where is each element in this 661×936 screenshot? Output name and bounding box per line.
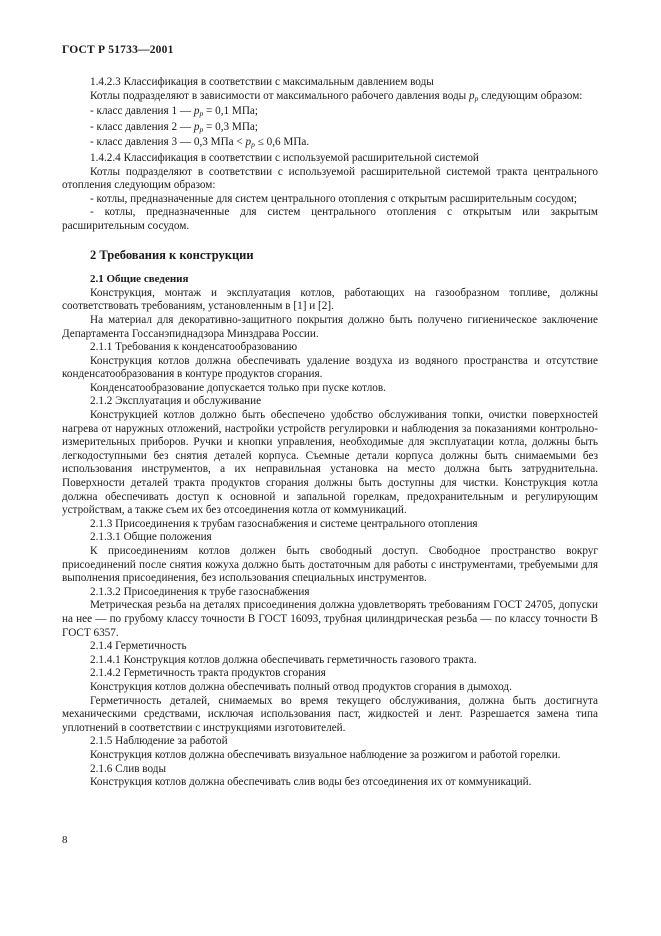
paragraph: Конструкция котлов должна обеспечивать визуальное наблюдение за розжигом и работой горелки. [90, 748, 561, 761]
symbol-p: p [193, 120, 200, 133]
symbol-subscript: р [199, 124, 204, 134]
text-segment: Котлы подразделяют в зависимости от максимального рабочего давления воды [90, 89, 469, 102]
section-2-1-heading: 2.1 Общие сведения [90, 273, 189, 286]
paragraph: На материал для декоративно-защитного покрытия должно быть получено гигиеническое заключение Департамента Госсанэпиднадзора Минздрава России. [62, 313, 598, 340]
clause-2-1-3-1-title: 2.1.3.1 Общие положения [90, 531, 212, 544]
pressure-class-3 [90, 136, 598, 152]
paragraph: Конструкция котлов должна обеспечивать удаление воздуха из водяного пространства и отсутствие конденсатообразования в контуре продуктов сгорания. [62, 354, 598, 381]
clause-2-1-4-2-title: 2.1.4.2 Герметичность тракта продуктов сгорания [90, 667, 326, 680]
clause-2-1-6-title: 2.1.6 Слив воды [90, 762, 166, 775]
paragraph: Конструкция котлов должна обеспечивать полный отвод продуктов сгорания в дымоход. [90, 680, 512, 693]
document-header: ГОСТ Р 51733—2001 [62, 44, 174, 56]
clause-1-4-2-4-title: 1.4.2.4 Классификация в соответствии с используемой расширительной системой [90, 151, 479, 164]
clause-2-1-4-1: 2.1.4.1 Конструкция котлов должна обеспечивать герметичность газового тракта. [90, 653, 477, 666]
symbol-subscript: р [251, 140, 255, 150]
clause-2-1-3-title: 2.1.3 Присоединения к трубам газоснабжения и системе центрального отопления [90, 517, 478, 530]
clause-2-1-1-title: 2.1.1 Требования к конденсатообразованию [90, 341, 298, 354]
pressure-classification-intro [62, 90, 598, 106]
paragraph: Герметичность деталей, снимаемых во время текущего обслуживания, должна быть достигнута механическими средствами, исключая использования паст, жидкостей и лент. Разрешается замена типа уплотнений в соответствии с инструкциями изготовителей. [62, 694, 598, 734]
clause-2-1-5-title: 2.1.5 Наблюдение за работой [90, 735, 228, 748]
clause-2-1-2-title: 2.1.2 Эксплуатация и обслуживание [90, 395, 262, 408]
paragraph: К присоединениям котлов должен быть свободный доступ. Свободное пространство вокруг присоединений после снятия кожуха должно быть достаточным для работы с инструментами, требуемыми для выполнения присоединения, без использования специальных инструментов. [62, 545, 598, 585]
text-segment: = 0,3 МПа; [203, 120, 259, 133]
clause-2-1-4-title: 2.1.4 Герметичность [90, 640, 187, 653]
paragraph: Метрическая резьба на деталях присоединения должна удовлетворять требованиям ГОСТ 24705, допуски на нее — по грубому классу точности В ГОСТ 16093, трубная цилиндрическая резьба — по классу точности В ГОСТ 6357. [62, 599, 598, 639]
symbol-subscript: р [474, 93, 479, 103]
pressure-class-1 [90, 105, 598, 121]
paragraph: Конструкцией котлов должно быть обеспечено удобство обслуживания топки, очистки поверхностей нагрева от наружных отложений, настройки устройств регулировки и наблюдения за показаниями контрольно-измерительных приборов. Ручки и кнопки управления, необходимые для эксплуатации котла, должны быть легкодоступными без снятия деталей корпуса. Съемные детали корпуса должны быть снимаемыми без использования инструментов, а их неправильная установка на место должна быть затруднительна. Поверхности деталей тракта продуктов сгорания должны быть доступны для чистки. Конструкция котла должна обеспечивать доступ к основной и запальной горелкам, предохранительным и регулирующим устройствам, а также съем их без отсоединения котла от коммуникаций. [62, 409, 598, 517]
clause-2-1-3-2-title: 2.1.3.2 Присоединения к трубе газоснабжения [90, 585, 310, 598]
paragraph: Конструкция, монтаж и эксплуатация котлов, работающих на газообразном топливе, должны соответствовать требованиям, установленным в [1] и [2]. [62, 286, 598, 313]
text-segment: - класс давления 2 — [90, 120, 194, 133]
clause-1-4-2-3-title: 1.4.2.3 Классификация в соответствии с максимальным давлением воды [90, 76, 434, 88]
document-body [62, 76, 598, 790]
expansion-item-open-closed: - котлы, предназначенные для систем центрального отопления с открытым или закрытым расширительным сосудом. [62, 206, 598, 232]
text-segment: = 0,1 МПа; [203, 105, 259, 118]
symbol-p: p [193, 105, 200, 118]
text-segment: - класс давления 3 — 0,3 МПа < [90, 136, 246, 149]
expansion-item-open: - котлы, предназначенные для систем центрального отопления с открытым расширительным сосудом; [90, 192, 577, 205]
text-segment: - класс давления 1 — [90, 105, 194, 118]
expansion-system-intro: Котлы подразделяют в соответствии с используемой расширительной системой тракта центрального отопления следующим образом: [62, 165, 598, 192]
section-2-heading: 2 Требования к конструкции [90, 247, 254, 262]
page-number: 8 [62, 834, 68, 846]
text-segment: следующим образом: [478, 89, 583, 102]
symbol-subscript: р [199, 109, 204, 119]
symbol-p: p [468, 89, 475, 102]
pressure-class-2 [90, 121, 598, 137]
text-segment: ≤ 0,6 МПа. [254, 136, 310, 149]
paragraph: Конструкция котлов должна обеспечивать слив воды без отсоединения их от коммуникаций. [90, 776, 532, 789]
paragraph: Конденсатообразование допускается только при пуске котлов. [90, 381, 386, 394]
symbol-p: p [245, 136, 252, 149]
